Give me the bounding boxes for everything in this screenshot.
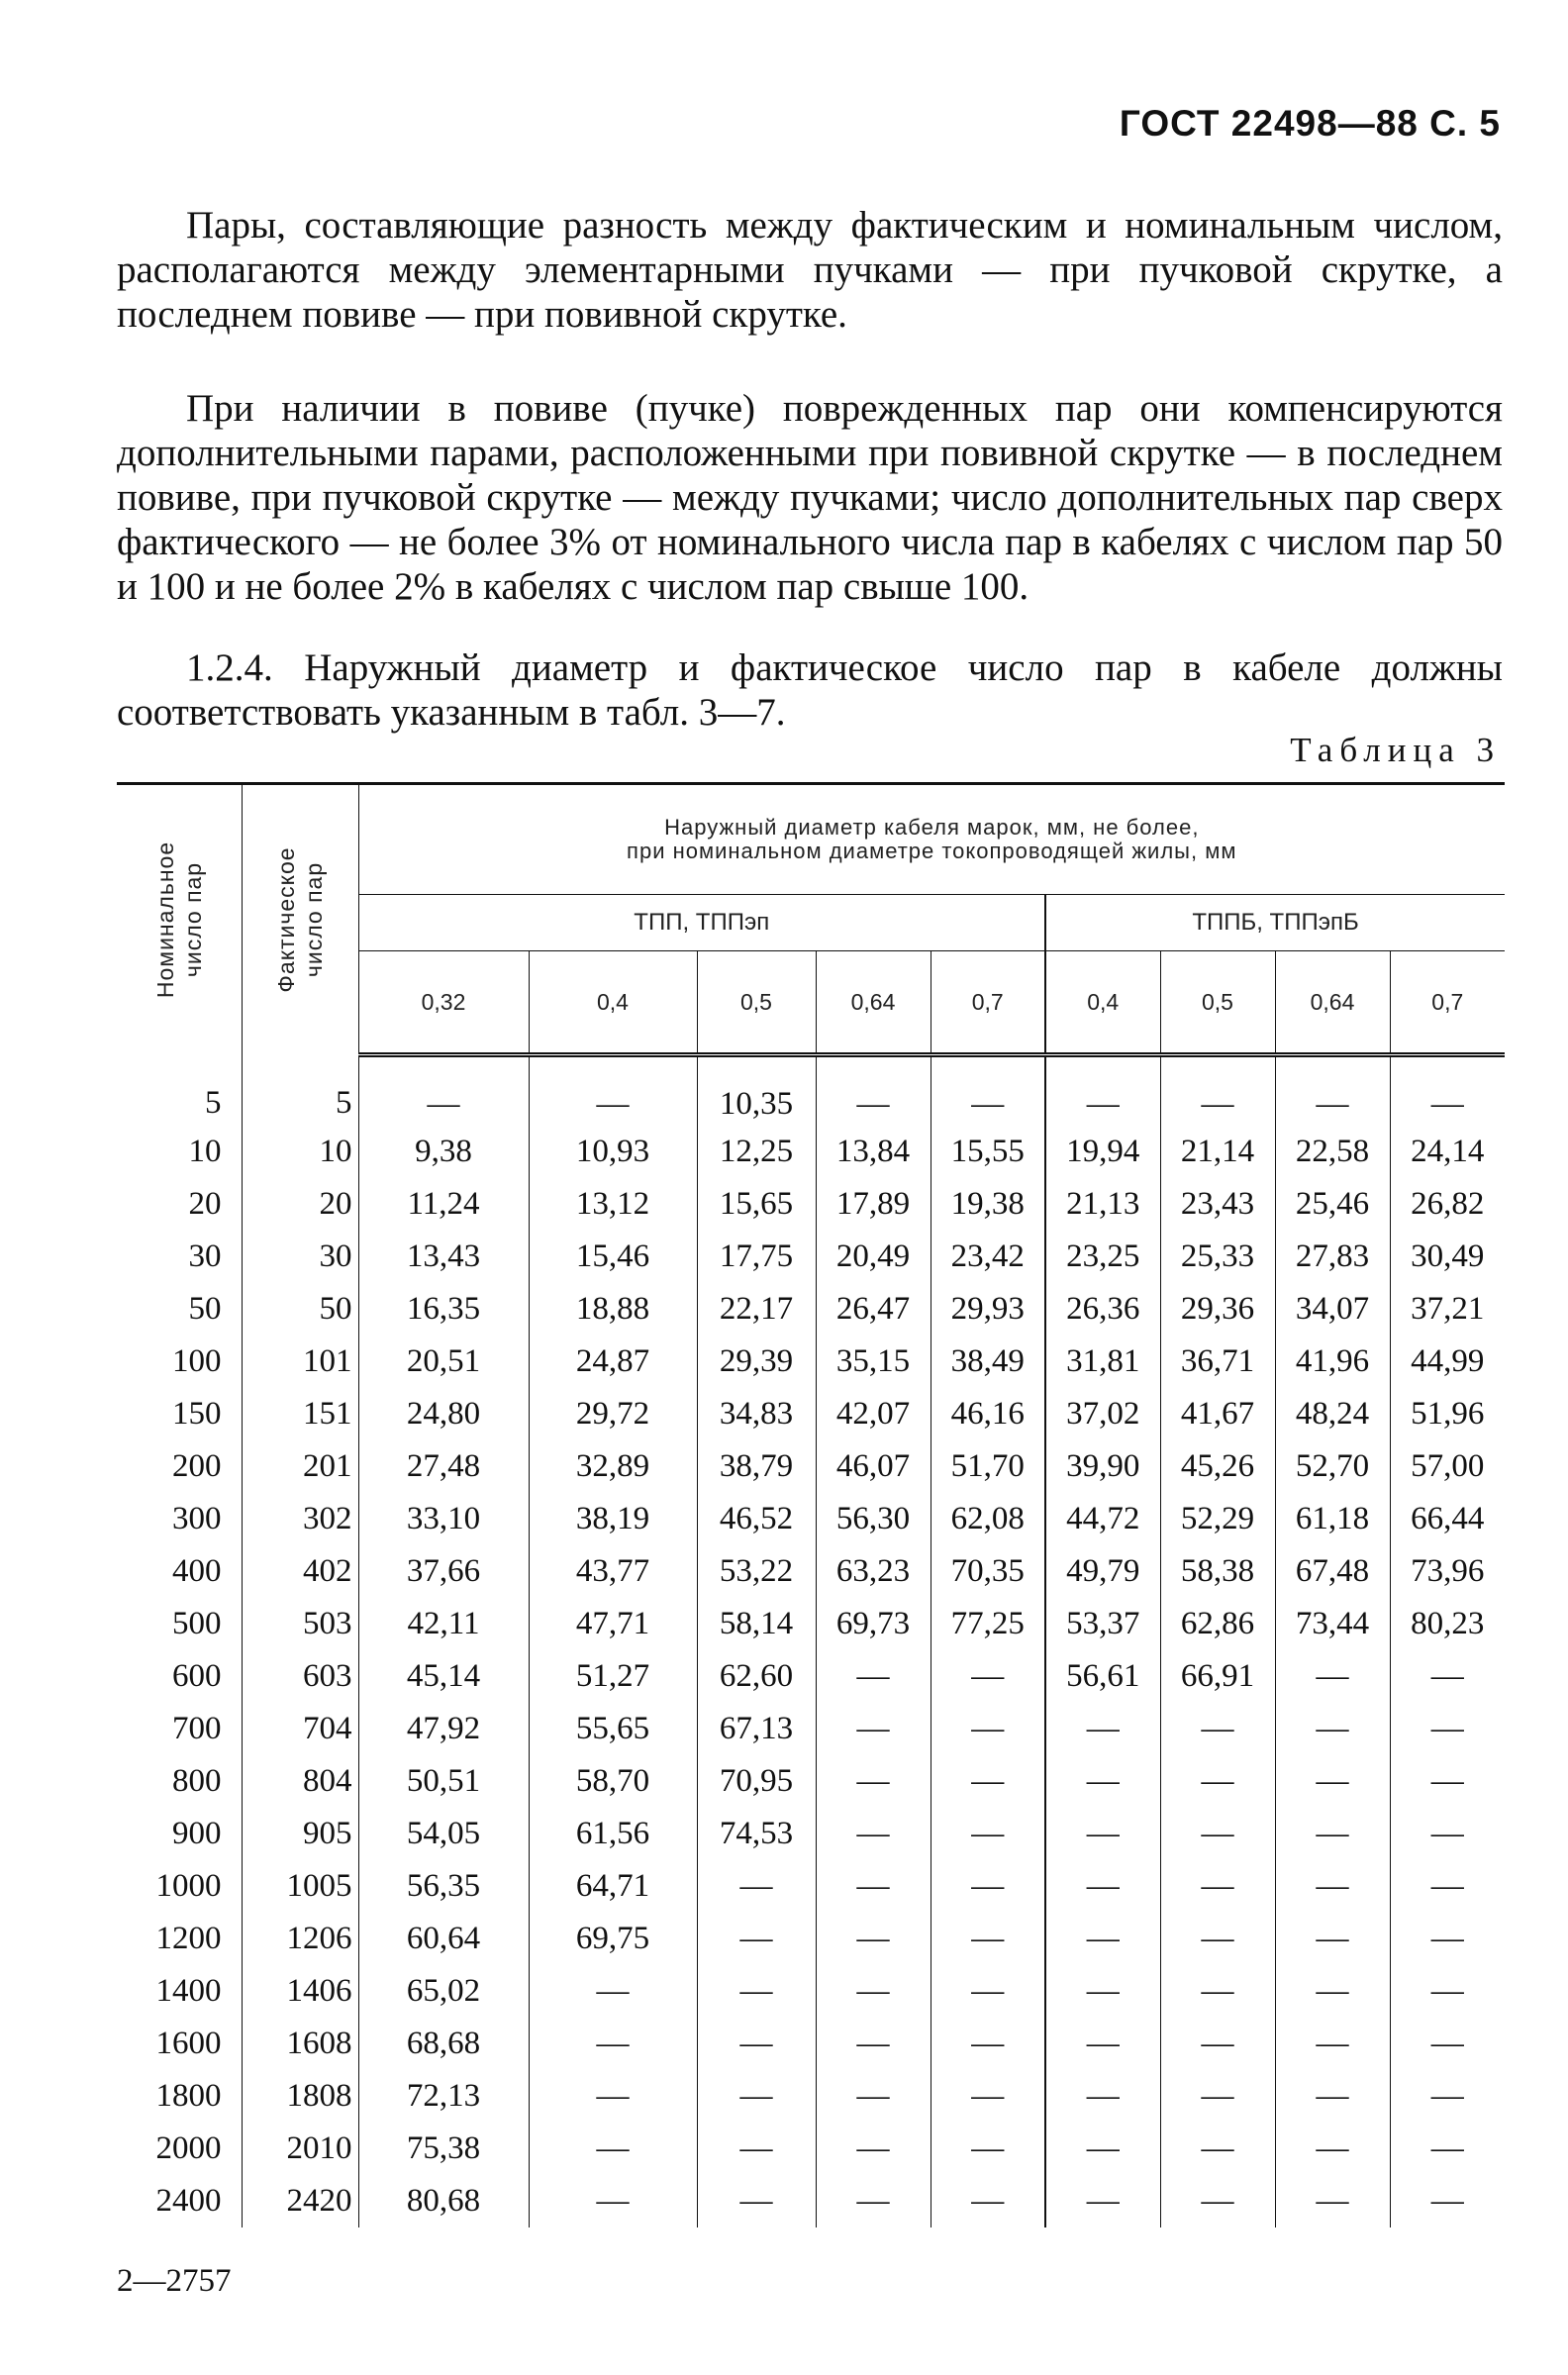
cell-nominal: 2000 xyxy=(117,2123,242,2175)
cell-diameter: — xyxy=(931,1755,1045,1808)
cell-diameter: 58,70 xyxy=(529,1755,697,1808)
cell-diameter: — xyxy=(1045,1055,1160,1127)
cell-diameter: 56,30 xyxy=(816,1493,931,1545)
cell-diameter: 21,13 xyxy=(1045,1178,1160,1231)
header-group-title xyxy=(358,784,1505,895)
cell-diameter: 51,70 xyxy=(931,1440,1045,1493)
cell-diameter: — xyxy=(1160,1055,1275,1127)
cell-diameter: 62,08 xyxy=(931,1493,1045,1545)
cell-diameter: 12,25 xyxy=(697,1126,816,1178)
cell-diameter: — xyxy=(931,2018,1045,2070)
cell-diameter: 22,17 xyxy=(697,1283,816,1336)
cell-diameter: — xyxy=(931,1055,1045,1127)
table-row xyxy=(117,1283,1505,1336)
cell-diameter: 51,96 xyxy=(1411,1396,1485,1432)
cell-diameter: — xyxy=(1045,1808,1160,1860)
cell-diameter: 15,55 xyxy=(931,1126,1045,1178)
cell-diameter: 65,02 xyxy=(358,1965,529,2018)
cell-diameter: — xyxy=(1160,1913,1275,1965)
cell-diameter: — xyxy=(1275,2175,1390,2227)
table-row xyxy=(117,1650,1505,1703)
cell-actual: 30 xyxy=(242,1231,358,1283)
cell-diameter: 41,67 xyxy=(1160,1388,1275,1440)
table-row xyxy=(117,2175,1505,2227)
cell-diameter: 34,83 xyxy=(697,1388,816,1440)
page-header: ГОСТ 22498—88 С. 5 xyxy=(1119,103,1501,144)
cell-diameter: — xyxy=(529,2123,697,2175)
cell-diameter: — xyxy=(529,2070,697,2123)
paragraph-3: 1.2.4. Наружный диаметр и фактическое число пар в кабеле должны соответствовать указанным в табл. 3—7. xyxy=(117,646,1503,734)
cell-diameter: — xyxy=(1430,1711,1464,1746)
cell-diameter: 23,43 xyxy=(1160,1178,1275,1231)
cell-actual: 2420 xyxy=(242,2175,358,2227)
cell-diameter: 27,48 xyxy=(358,1440,529,1493)
cell-nominal: 100 xyxy=(117,1336,242,1388)
header-group-title-line2: при номинальном диаметре токопроводящей жилы, мм xyxy=(627,839,1237,863)
header-subgroup-tpp: ТПП, ТППэп xyxy=(358,895,1045,951)
cell-diameter: — xyxy=(931,1650,1045,1703)
cell-nominal: 800 xyxy=(117,1755,242,1808)
cell-diameter: — xyxy=(529,1965,697,2018)
cell-diameter: 53,37 xyxy=(1045,1598,1160,1650)
cell-diameter: 38,79 xyxy=(697,1440,816,1493)
header-diameter: 0,5 xyxy=(697,951,816,1055)
cell-diameter: — xyxy=(816,1055,931,1127)
cell-diameter: — xyxy=(1045,2018,1160,2070)
cell-diameter: — xyxy=(931,1860,1045,1913)
cell-diameter: 67,48 xyxy=(1275,1545,1390,1598)
cell-diameter: 26,36 xyxy=(1045,1283,1160,1336)
cell-diameter: 38,19 xyxy=(529,1493,697,1545)
cell-diameter: — xyxy=(816,2018,931,2070)
cell-diameter: — xyxy=(1160,1755,1275,1808)
cell-diameter: 37,66 xyxy=(358,1545,529,1598)
cell-diameter: — xyxy=(816,1650,931,1703)
cell-diameter: — xyxy=(1430,1973,1464,2009)
table-row xyxy=(117,1231,1505,1283)
cell-diameter: 35,15 xyxy=(816,1336,931,1388)
table-row xyxy=(117,1808,1505,1860)
cell-diameter: 58,14 xyxy=(697,1598,816,1650)
cell-diameter: 74,53 xyxy=(697,1808,816,1860)
cell-diameter: 24,14 xyxy=(1411,1134,1485,1169)
cell-diameter: 37,21 xyxy=(1411,1291,1485,1327)
cell-diameter: — xyxy=(697,1860,816,1913)
cell-diameter: — xyxy=(816,1755,931,1808)
paragraph-1: Пары, составляющие разность между фактическим и номинальным числом, располагаются между элементарными пучками — при пучковой скрутке, а последнем повиве — при повивной скрутке. xyxy=(117,204,1503,336)
cell-diameter: 25,33 xyxy=(1160,1231,1275,1283)
cell-diameter: 13,43 xyxy=(358,1231,529,1283)
cell-diameter: — xyxy=(1045,2175,1160,2227)
cell-diameter: 9,38 xyxy=(358,1126,529,1178)
cell-nominal: 1600 xyxy=(117,2018,242,2070)
cell-actual: 804 xyxy=(242,1755,358,1808)
cell-diameter: 60,64 xyxy=(358,1913,529,1965)
header-diameter: 0,7 xyxy=(931,951,1045,1055)
cell-diameter: — xyxy=(1430,1921,1464,1956)
cell-diameter: 18,88 xyxy=(529,1283,697,1336)
cell-diameter: 25,46 xyxy=(1275,1178,1390,1231)
cell-diameter: 19,38 xyxy=(931,1178,1045,1231)
cell-diameter: 26,47 xyxy=(816,1283,931,1336)
cell-diameter: 52,70 xyxy=(1275,1440,1390,1493)
cell-diameter: 29,93 xyxy=(931,1283,1045,1336)
table-row xyxy=(117,1055,1505,1127)
cell-diameter: — xyxy=(697,1965,816,2018)
cell-nominal: 300 xyxy=(117,1493,242,1545)
cell-diameter: — xyxy=(1430,2078,1464,2114)
cell-actual: 1406 xyxy=(242,1965,358,2018)
cell-diameter: — xyxy=(1275,1913,1390,1965)
table-row xyxy=(117,1913,1505,1965)
cell-nominal: 5 xyxy=(117,1055,242,1127)
cell-diameter: — xyxy=(1045,2123,1160,2175)
table-row xyxy=(117,1598,1505,1650)
cell-actual: 1005 xyxy=(242,1860,358,1913)
page-footer-code: 2—2757 xyxy=(117,2263,232,2299)
cell-diameter: 44,72 xyxy=(1045,1493,1160,1545)
table-row xyxy=(117,1860,1505,1913)
header-diameter: 0,32 xyxy=(358,951,529,1055)
cell-diameter: 10,93 xyxy=(529,1126,697,1178)
cell-diameter: 37,02 xyxy=(1045,1388,1160,1440)
cell-diameter: — xyxy=(931,2070,1045,2123)
cell-diameter: 49,79 xyxy=(1045,1545,1160,1598)
cell-diameter: — xyxy=(529,2175,697,2227)
cell-diameter: — xyxy=(1160,2123,1275,2175)
cell-actual: 101 xyxy=(242,1336,358,1388)
table-row xyxy=(117,1493,1505,1545)
cell-nominal: 1400 xyxy=(117,1965,242,2018)
cell-diameter: — xyxy=(1275,1860,1390,1913)
cell-diameter: 69,73 xyxy=(816,1598,931,1650)
cell-diameter: — xyxy=(529,1055,697,1127)
cell-diameter: — xyxy=(1045,1860,1160,1913)
table-row xyxy=(117,1440,1505,1493)
table-container xyxy=(117,782,1505,2227)
cell-diameter: 23,25 xyxy=(1045,1231,1160,1283)
cell-diameter: — xyxy=(529,2018,697,2070)
header-diameter: 0,64 xyxy=(816,951,931,1055)
cell-nominal: 700 xyxy=(117,1703,242,1755)
cell-diameter: — xyxy=(816,2070,931,2123)
cell-diameter: — xyxy=(931,2175,1045,2227)
cell-diameter: — xyxy=(1160,1703,1275,1755)
table-row xyxy=(117,2018,1505,2070)
cell-diameter: — xyxy=(816,1860,931,1913)
cell-diameter: — xyxy=(697,2070,816,2123)
cell-diameter: 29,39 xyxy=(697,1336,816,1388)
cell-diameter: 56,35 xyxy=(358,1860,529,1913)
cell-diameter: 29,36 xyxy=(1160,1283,1275,1336)
cell-diameter: — xyxy=(931,1913,1045,1965)
table-row xyxy=(117,2070,1505,2123)
table-row xyxy=(117,1755,1505,1808)
cell-diameter: 47,92 xyxy=(358,1703,529,1755)
cell-diameter: 17,75 xyxy=(697,1231,816,1283)
cell-diameter: 75,38 xyxy=(358,2123,529,2175)
cell-nominal: 2400 xyxy=(117,2175,242,2227)
table-row xyxy=(117,1545,1505,1598)
cell-diameter: 48,24 xyxy=(1275,1388,1390,1440)
cell-diameter: 72,13 xyxy=(358,2070,529,2123)
cell-diameter: 61,18 xyxy=(1275,1493,1390,1545)
cell-diameter: 36,71 xyxy=(1160,1336,1275,1388)
cell-diameter: 42,07 xyxy=(816,1388,931,1440)
header-diameter: 0,7 xyxy=(1390,951,1505,1055)
cell-diameter: 69,75 xyxy=(529,1913,697,1965)
cell-diameter: 33,10 xyxy=(358,1493,529,1545)
cell-diameter: — xyxy=(1430,2026,1464,2061)
cell-diameter: 68,68 xyxy=(358,2018,529,2070)
cell-diameter: 62,60 xyxy=(697,1650,816,1703)
cell-diameter: — xyxy=(1275,1755,1390,1808)
cell-diameter: — xyxy=(931,2123,1045,2175)
cell-nominal: 20 xyxy=(117,1178,242,1231)
cell-diameter: — xyxy=(1275,2123,1390,2175)
cell-diameter: 54,05 xyxy=(358,1808,529,1860)
cell-diameter: 47,71 xyxy=(529,1598,697,1650)
header-nominal-pairs-label: Номинальное число пар xyxy=(151,841,206,999)
table-row xyxy=(117,1703,1505,1755)
cell-nominal: 900 xyxy=(117,1808,242,1860)
cell-diameter: 30,49 xyxy=(1411,1238,1485,1274)
cell-diameter: — xyxy=(358,1055,529,1127)
cell-diameter: 13,84 xyxy=(816,1126,931,1178)
cell-diameter: 38,49 xyxy=(931,1336,1045,1388)
cell-diameter: 70,35 xyxy=(931,1545,1045,1598)
cell-diameter: 13,12 xyxy=(529,1178,697,1231)
cell-diameter: — xyxy=(1430,1763,1464,1799)
cell-nominal: 600 xyxy=(117,1650,242,1703)
cell-diameter: 62,86 xyxy=(1160,1598,1275,1650)
cell-diameter: 45,14 xyxy=(358,1650,529,1703)
cell-diameter: 22,58 xyxy=(1275,1126,1390,1178)
cell-actual: 5 xyxy=(242,1055,358,1127)
table-row xyxy=(117,1388,1505,1440)
cell-nominal: 50 xyxy=(117,1283,242,1336)
header-subgroup-tppb: ТППБ, ТППэпБ xyxy=(1045,895,1505,951)
cell-diameter: 23,42 xyxy=(931,1231,1045,1283)
cell-actual: 10 xyxy=(242,1126,358,1178)
cell-diameter: 44,99 xyxy=(1411,1343,1485,1379)
cell-diameter: 19,94 xyxy=(1045,1126,1160,1178)
table-row xyxy=(117,1336,1505,1388)
table-row xyxy=(117,2123,1505,2175)
cell-diameter: — xyxy=(1430,1868,1464,1904)
cell-diameter: — xyxy=(1045,1755,1160,1808)
cell-diameter: 55,65 xyxy=(529,1703,697,1755)
cell-actual: 1808 xyxy=(242,2070,358,2123)
cell-diameter: — xyxy=(1430,2130,1464,2166)
cell-diameter: 42,11 xyxy=(358,1598,529,1650)
cell-nominal: 200 xyxy=(117,1440,242,1493)
table-row xyxy=(117,1126,1505,1178)
paragraph-2: При наличии в повиве (пучке) поврежденных пар они компенсируются дополнительными парами, расположенными при повивной скрутке — в последнем повиве, при пучковой скрутке — между пучками; число дополнительных пар сверх фактического — не более 3% от номинального числа пар в кабелях с числом пар 50 и 100 и не более 2% в кабелях с числом пар свыше 100. xyxy=(117,387,1503,608)
cell-actual: 151 xyxy=(242,1388,358,1440)
cell-diameter: 29,72 xyxy=(529,1388,697,1440)
cell-diameter: 15,46 xyxy=(529,1231,697,1283)
cell-diameter: — xyxy=(1160,1860,1275,1913)
cell-diameter: — xyxy=(697,2123,816,2175)
cell-diameter: — xyxy=(931,1965,1045,2018)
cell-actual: 503 xyxy=(242,1598,358,1650)
cell-diameter: 50,51 xyxy=(358,1755,529,1808)
cell-nominal: 1000 xyxy=(117,1860,242,1913)
cell-diameter: — xyxy=(1045,1703,1160,1755)
cell-diameter: — xyxy=(1160,1965,1275,2018)
header-diameter: 0,64 xyxy=(1275,951,1390,1055)
cell-actual: 905 xyxy=(242,1808,358,1860)
cell-diameter: — xyxy=(697,1913,816,1965)
cell-diameter: 11,24 xyxy=(358,1178,529,1231)
cell-actual: 20 xyxy=(242,1178,358,1231)
cell-diameter: 27,83 xyxy=(1275,1231,1390,1283)
cell-diameter: 39,90 xyxy=(1045,1440,1160,1493)
cell-diameter: 20,49 xyxy=(816,1231,931,1283)
cell-diameter: 46,52 xyxy=(697,1493,816,1545)
cell-diameter: 67,13 xyxy=(697,1703,816,1755)
cell-diameter: 41,96 xyxy=(1275,1336,1390,1388)
header-group-title-line1: Наружный диаметр кабеля марок, мм, не более, xyxy=(664,815,1200,840)
cell-actual: 402 xyxy=(242,1545,358,1598)
cell-diameter: 46,07 xyxy=(816,1440,931,1493)
cell-diameter: 31,81 xyxy=(1045,1336,1160,1388)
cell-diameter: — xyxy=(1275,1703,1390,1755)
cell-diameter: 70,95 xyxy=(697,1755,816,1808)
table-caption: Таблица 3 xyxy=(1290,731,1501,769)
cell-diameter: — xyxy=(1430,1086,1464,1122)
data-table xyxy=(117,782,1505,2227)
table-row xyxy=(117,1178,1505,1231)
cell-diameter: — xyxy=(697,2018,816,2070)
cell-nominal: 400 xyxy=(117,1545,242,1598)
table-row xyxy=(117,1965,1505,2018)
cell-nominal: 500 xyxy=(117,1598,242,1650)
cell-diameter: — xyxy=(1045,1913,1160,1965)
cell-diameter: — xyxy=(816,1965,931,2018)
cell-diameter: — xyxy=(1430,2183,1464,2219)
cell-actual: 603 xyxy=(242,1650,358,1703)
cell-diameter: 73,96 xyxy=(1411,1553,1485,1589)
cell-diameter: 21,14 xyxy=(1160,1126,1275,1178)
cell-diameter: 17,89 xyxy=(816,1178,931,1231)
cell-diameter: 64,71 xyxy=(529,1860,697,1913)
cell-actual: 201 xyxy=(242,1440,358,1493)
cell-diameter: 77,25 xyxy=(931,1598,1045,1650)
cell-diameter: 63,23 xyxy=(816,1545,931,1598)
header-nominal-pairs xyxy=(117,784,242,1055)
cell-diameter: — xyxy=(816,1913,931,1965)
cell-nominal: 1800 xyxy=(117,2070,242,2123)
cell-nominal: 1200 xyxy=(117,1913,242,1965)
cell-diameter: 10,35 xyxy=(697,1055,816,1127)
cell-diameter: — xyxy=(816,2175,931,2227)
cell-actual: 1608 xyxy=(242,2018,358,2070)
cell-diameter: — xyxy=(1160,1808,1275,1860)
cell-diameter: 73,44 xyxy=(1275,1598,1390,1650)
cell-actual: 302 xyxy=(242,1493,358,1545)
cell-diameter: 16,35 xyxy=(358,1283,529,1336)
cell-diameter: 24,80 xyxy=(358,1388,529,1440)
cell-diameter: — xyxy=(1275,2018,1390,2070)
cell-diameter: — xyxy=(1275,1965,1390,2018)
cell-diameter: 52,29 xyxy=(1160,1493,1275,1545)
cell-diameter: — xyxy=(1160,2018,1275,2070)
cell-diameter: — xyxy=(1275,1808,1390,1860)
cell-diameter: — xyxy=(1275,2070,1390,2123)
cell-diameter: — xyxy=(1160,2175,1275,2227)
cell-diameter: — xyxy=(1045,2070,1160,2123)
cell-diameter: — xyxy=(1430,1816,1464,1851)
cell-diameter: 32,89 xyxy=(529,1440,697,1493)
header-diameter: 0,5 xyxy=(1160,951,1275,1055)
cell-diameter: 61,56 xyxy=(529,1808,697,1860)
cell-diameter: 15,65 xyxy=(697,1178,816,1231)
cell-actual: 1206 xyxy=(242,1913,358,1965)
cell-diameter: — xyxy=(1160,2070,1275,2123)
cell-diameter: 80,68 xyxy=(358,2175,529,2227)
cell-diameter: 45,26 xyxy=(1160,1440,1275,1493)
cell-diameter: 66,44 xyxy=(1411,1501,1485,1536)
cell-diameter: 66,91 xyxy=(1160,1650,1275,1703)
cell-diameter: 80,23 xyxy=(1411,1606,1485,1641)
cell-diameter: — xyxy=(697,2175,816,2227)
cell-diameter: — xyxy=(816,1808,931,1860)
cell-diameter: — xyxy=(1430,1658,1464,1694)
cell-diameter: 43,77 xyxy=(529,1545,697,1598)
cell-diameter: 24,87 xyxy=(529,1336,697,1388)
cell-diameter: — xyxy=(931,1808,1045,1860)
cell-diameter: 34,07 xyxy=(1275,1283,1390,1336)
header-actual-pairs-label: Фактическое число пар xyxy=(273,846,327,993)
cell-nominal: 150 xyxy=(117,1388,242,1440)
cell-diameter: 56,61 xyxy=(1045,1650,1160,1703)
cell-diameter: 57,00 xyxy=(1411,1448,1485,1484)
cell-nominal: 10 xyxy=(117,1126,242,1178)
cell-diameter: 53,22 xyxy=(697,1545,816,1598)
cell-diameter: — xyxy=(1045,1965,1160,2018)
header-actual-pairs xyxy=(242,784,358,1055)
cell-diameter: — xyxy=(816,2123,931,2175)
cell-diameter: — xyxy=(816,1703,931,1755)
cell-actual: 50 xyxy=(242,1283,358,1336)
cell-diameter: — xyxy=(1275,1650,1390,1703)
cell-diameter: — xyxy=(931,1703,1045,1755)
cell-diameter: 26,82 xyxy=(1411,1186,1485,1222)
cell-diameter: — xyxy=(1275,1055,1390,1127)
cell-diameter: 51,27 xyxy=(529,1650,697,1703)
header-diameter: 0,4 xyxy=(529,951,697,1055)
cell-diameter: 46,16 xyxy=(931,1388,1045,1440)
cell-actual: 704 xyxy=(242,1703,358,1755)
cell-diameter: 20,51 xyxy=(358,1336,529,1388)
header-diameter: 0,4 xyxy=(1045,951,1160,1055)
cell-actual: 2010 xyxy=(242,2123,358,2175)
cell-nominal: 30 xyxy=(117,1231,242,1283)
cell-diameter: 58,38 xyxy=(1160,1545,1275,1598)
